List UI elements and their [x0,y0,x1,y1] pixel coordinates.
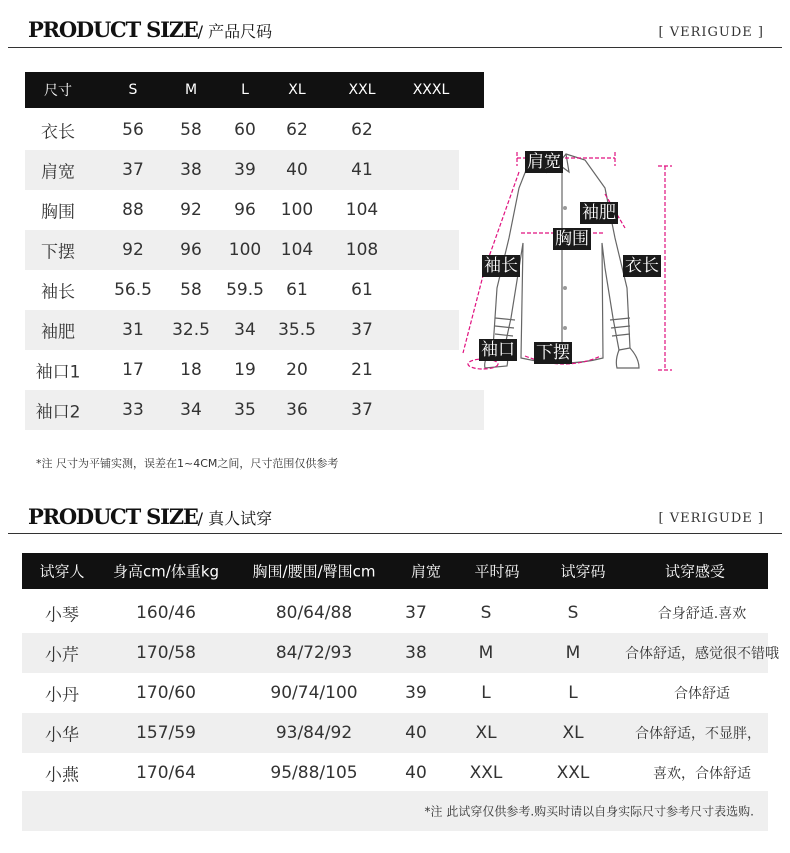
size-cell: 31 [122,320,144,340]
diagram-label-chest: 胸围 [555,229,589,249]
tryon-table-row [22,753,768,793]
tryon-cell: 93/84/92 [275,723,353,743]
tryon-person-name: 小华 [45,725,79,746]
tryon-cell: 40 [405,763,427,783]
tryon-cell: 170/64 [136,763,196,783]
tryon-cell: 合身舒适.喜欢 [657,606,747,622]
size-cell: 92 [122,240,144,260]
size-row-label: 袖肥 [41,322,75,343]
size-cell: 88 [122,200,144,220]
size-row-label: 胸围 [41,202,75,223]
size-row-label: 袖口1 [35,362,81,383]
size-header-cell: L [241,82,249,98]
size-cell: 62 [286,120,308,140]
size-table-header [25,72,484,108]
diagram-label-sleeve-width: 袖肥 [582,203,616,223]
size-cell: 35 [234,400,256,420]
size-cell: 100 [280,200,314,220]
tryon-note [22,791,768,831]
size-row-label: 肩宽 [41,162,75,183]
tryon-cell: 合体舒适，感觉很不错哦 [625,646,779,662]
section2-title [28,504,272,529]
size-cell: 104 [345,200,379,220]
section1-title-text: PRODUCT SIZE [28,17,198,42]
size-table-row [25,230,459,270]
tryon-cell: XL [562,723,584,743]
size-cell: 58 [180,280,202,300]
size-header-cell: 尺寸 [44,83,72,99]
size-cell: 61 [286,280,308,300]
size-cell: 34 [234,320,256,340]
size-cell: 38 [180,160,202,180]
size-row-label: 袖口2 [35,402,81,423]
tryon-cell: 喜欢，合体舒适 [653,766,751,782]
tryon-header-cell: 试穿码 [560,562,606,581]
size-cell: 56.5 [114,280,152,300]
tryon-person-name: 小丹 [45,685,79,706]
size-cell: 104 [280,240,314,260]
tryon-cell: XL [475,723,497,743]
tryon-cell: 80/64/88 [275,603,353,623]
size-cell: 37 [351,320,373,340]
diagram-label-sleeve-length: 袖长 [484,256,518,276]
size-table-row [25,390,484,430]
tryon-table-row [22,673,768,713]
size-row-label: 下摆 [41,242,75,263]
tryon-cell: L [481,683,491,703]
tryon-header-cell: 试穿人 [39,562,85,581]
size-cell: 32.5 [172,320,210,340]
size-cell: 21 [351,360,373,380]
tryon-cell: S [567,603,579,623]
size-cell: 62 [351,120,373,140]
section1-subtitle: / 产品尺码 [197,22,273,41]
tryon-cell: 160/46 [136,603,196,623]
tryon-cell: 合体舒适，不显胖， [635,726,761,742]
section1-title [28,17,272,42]
tryon-cell: 合体舒适 [674,686,730,702]
tryon-cell: 170/60 [136,683,196,703]
tryon-cell: XXL [469,763,503,783]
tryon-table-row [22,713,768,753]
size-table-row [25,270,459,310]
section2-brand: [ VERIGUDE ] [658,511,764,526]
size-header-cell: XL [288,82,306,98]
size-table-row [25,310,459,350]
tryon-cell: M [478,643,494,663]
size-cell: 59.5 [226,280,264,300]
size-cell: 61 [351,280,373,300]
tryon-cell: XXL [556,763,590,783]
tryon-table-header [22,553,768,589]
size-cell: 100 [228,240,262,260]
tryon-cell: 157/59 [136,723,196,743]
size-cell: 20 [286,360,308,380]
tryon-cell: 170/58 [136,643,196,663]
tryon-cell: 40 [405,723,427,743]
tryon-header-cell: 身高cm/体重kg [112,562,220,581]
tryon-header-cell: 试穿感受 [664,562,726,581]
garment-diagram [455,148,685,378]
size-cell: 34 [180,400,202,420]
section1-divider [8,47,782,48]
tryon-cell: M [565,643,581,663]
diagram-label-length: 衣长 [625,256,659,276]
size-header-cell: XXL [348,82,376,98]
size-header-cell: M [184,82,198,98]
tryon-cell: 37 [405,603,427,623]
section2-title-text: PRODUCT SIZE [28,504,198,529]
size-cell: 37 [122,160,144,180]
size-header-cell: XXXL [412,82,450,98]
size-cell: 17 [122,360,144,380]
size-cell: 37 [351,400,373,420]
tryon-header-cell: 肩宽 [410,562,442,581]
tryon-header-cell: 胸围/腰围/臀围cm [252,562,376,581]
size-cell: 35.5 [278,320,316,340]
size-cell: 41 [351,160,373,180]
size-table-row [25,190,459,230]
tryon-person-name: 小琴 [45,605,79,626]
size-cell: 19 [234,360,256,380]
diagram-label-shoulder: 肩宽 [527,152,561,172]
size-table-row [25,150,459,190]
size-cell: 56 [122,120,144,140]
section2-divider [8,533,782,534]
tryon-cell: L [568,683,578,703]
tryon-header-cell: 平时码 [474,562,520,581]
size-cell: 58 [180,120,202,140]
tryon-cell: 84/72/93 [275,643,353,663]
size-table-row [25,110,459,150]
size-cell: 36 [286,400,308,420]
tryon-person-name: 小燕 [45,765,79,786]
size-row-label: 衣长 [41,122,75,143]
size-cell: 92 [180,200,202,220]
size-cell: 96 [180,240,202,260]
tryon-note-text: *注 此试穿仅供参考.购买时请以自身实际尺寸参考尺寸表选购. [424,804,754,819]
size-row-label: 袖长 [41,282,75,303]
diagram-label-cuff: 袖口 [481,340,515,360]
tryon-cell: 95/88/105 [270,763,358,783]
size-cell: 96 [234,200,256,220]
tryon-cell: 38 [405,643,427,663]
size-cell: 18 [180,360,202,380]
size-cell: 33 [122,400,144,420]
section2-subtitle: / 真人试穿 [197,509,273,528]
size-cell: 39 [234,160,256,180]
tryon-person-name: 小芹 [45,645,79,666]
size-note: *注 尺寸为平铺实测，误差在1~4CM之间，尺寸范围仅供参考 [36,457,339,470]
diagram-label-hem: 下摆 [536,343,570,363]
size-table-row [25,350,459,390]
tryon-cell: 39 [405,683,427,703]
tryon-table-row [22,593,768,633]
section1-brand: [ VERIGUDE ] [658,25,764,40]
size-cell: 108 [345,240,379,260]
tryon-cell: 90/74/100 [270,683,358,703]
size-cell: 40 [286,160,308,180]
tryon-table-row [22,633,779,673]
size-header-cell: S [128,82,138,98]
size-cell: 60 [234,120,256,140]
tryon-cell: S [480,603,492,623]
